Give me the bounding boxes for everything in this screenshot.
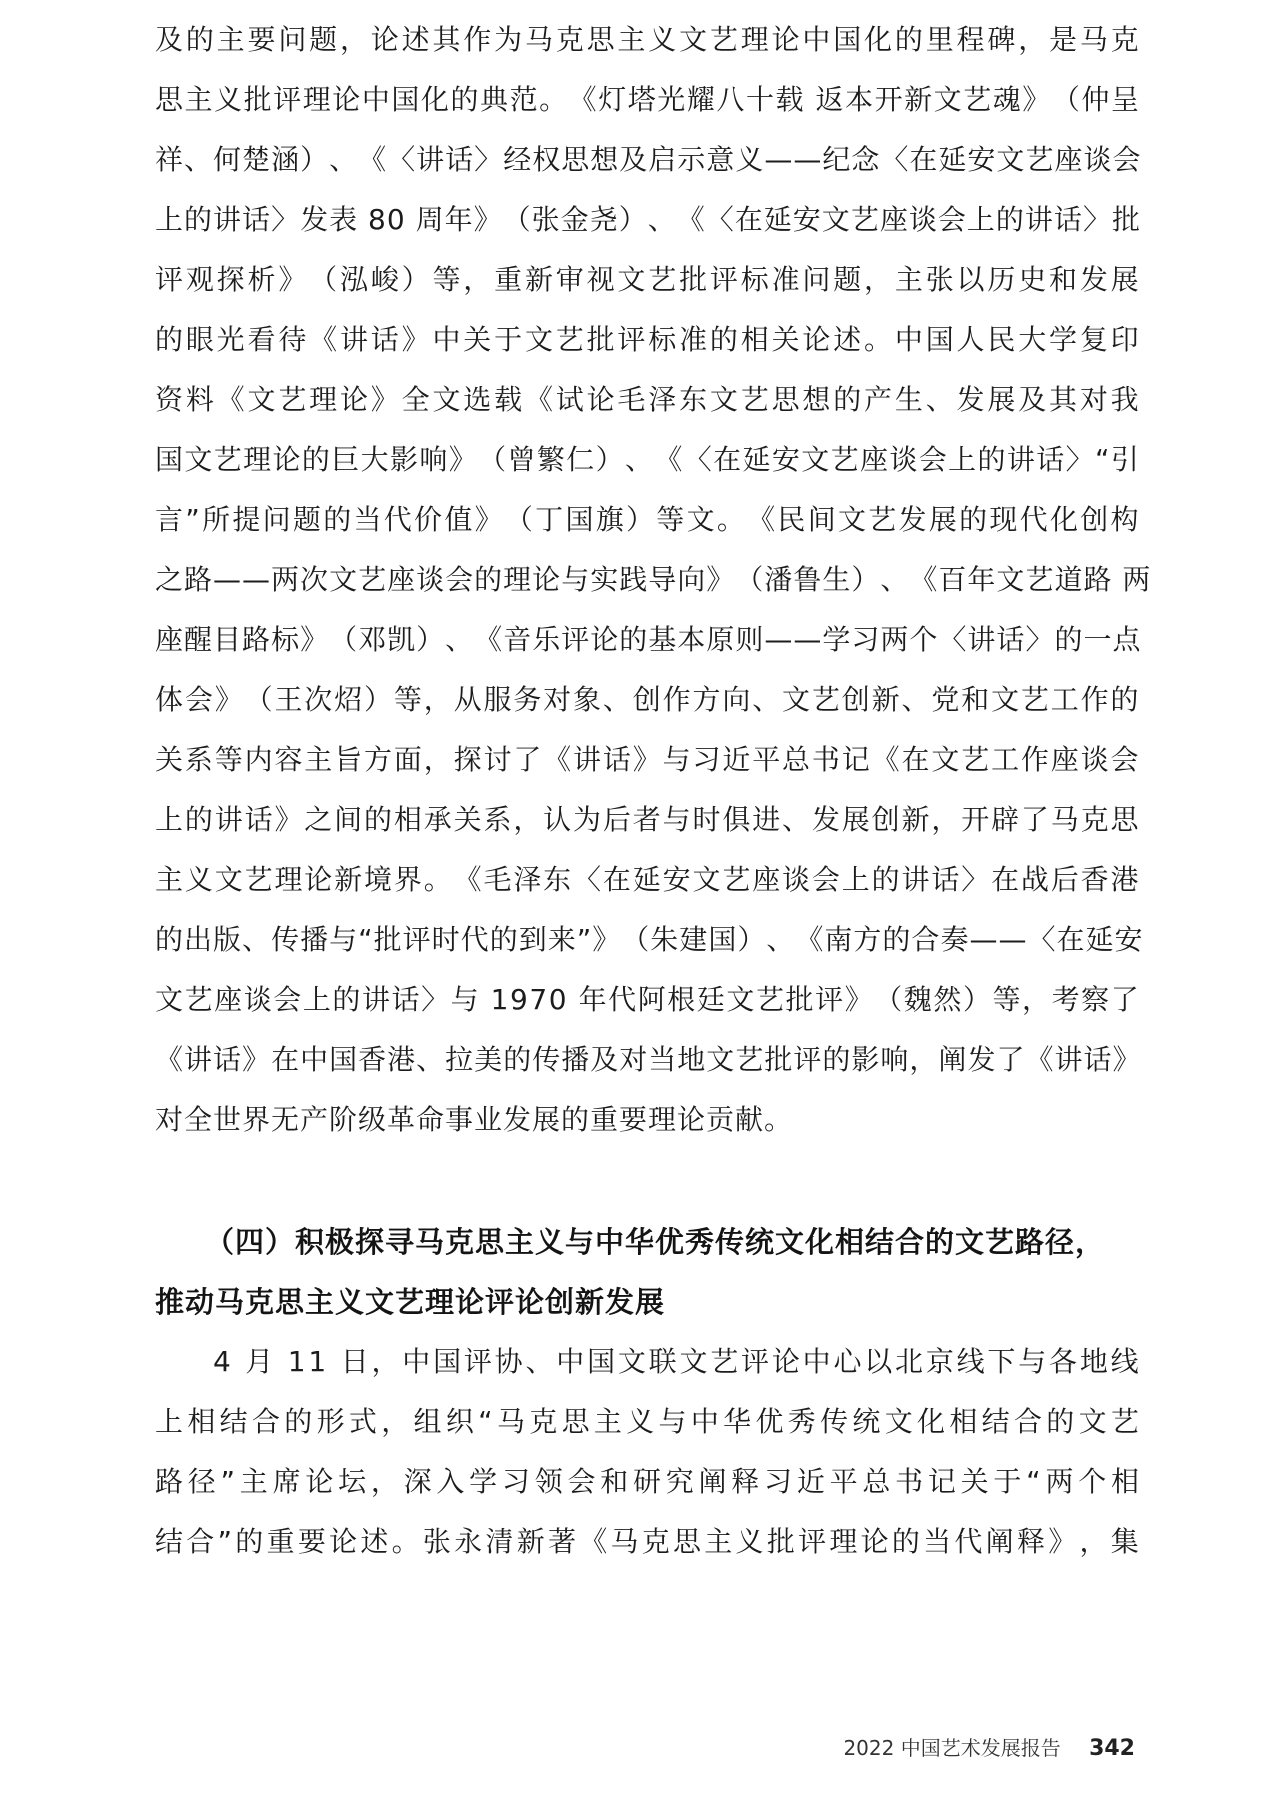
text-line: 关 系 等 内 容 主 旨 方 面 ， 探 讨 了 《 讲 话 》 与 习 近 平 总 书 记 《 在 文 艺 工 作 座 谈 会 (155, 743, 1140, 776)
text-line: 主 义 文 艺 理 论 新 境 界 。 《 毛 泽 东 〈 在 延 安 文 艺 座 谈 会 上 的 讲 话 〉 在 战 后 香 港 (155, 863, 1140, 896)
text-line: 言 ” 所 提 问 题 的 当 代 价 值 》 （ 丁 国 旗 ） 等 文 。 《 民 间 文 艺 发 展 的 现 代 化 创 构 (155, 503, 1140, 536)
text-line: 《 讲 话 》 在 中 国 香 港 、 拉 美 的 传 播 及 对 当 地 文 艺 批 评 的 影 响 ， 阐 发 了 《 讲 话 》 (155, 1043, 1142, 1076)
text-line: 评 观 探 析 》 （ 泓 峻 ） 等 ， 重 新 审 视 文 艺 批 评 标 准 问 题 ， 主 张 以 历 史 和 发 展 (155, 263, 1140, 296)
text-line: 的 眼 光 看 待 《 讲 话 》 中 关 于 文 艺 批 评 标 准 的 相 关 论 述 。 中 国 人 民 大 学 复 印 (155, 323, 1140, 356)
text-line: 上 的 讲 话 〉 发 表 8 0 周 年 》 （ 张 金 尧 ） 、 《 〈 在 延 安 文 艺 座 谈 会 上 的 讲 话 〉 批 (155, 203, 1141, 236)
text-line: 祥 、 何 楚 涵 ） 、 《 〈 讲 话 〉 经 权 思 想 及 启 示 意 义 — — 纪 念 〈 在 延 安 文 艺 座 谈 会 (155, 143, 1142, 176)
text-line: 体 会 》 （ 王 次 炤 ） 等 ， 从 服 务 对 象 、 创 作 方 向 、 文 艺 创 新 、 党 和 文 艺 工 作 的 (155, 683, 1140, 716)
page-number: 342 (1089, 1736, 1135, 1761)
section-heading-line-1: （四）积极探寻马克思主义与中华优秀传统文化相结合的文艺路径， (205, 1225, 1106, 1259)
page-footer (843, 1732, 1135, 1761)
text-line: 4 月 1 1 日 ， 中 国 评 协 、 中 国 文 联 文 艺 评 论 中 心 以 北 京 线 下 与 各 地 线 (213, 1345, 1140, 1378)
text-line: 之 路 — — 两 次 文 艺 座 谈 会 的 理 论 与 实 践 导 向 》 （ 潘 鲁 生 ） 、 《 百 年 文 艺 道 路 两 (155, 563, 1152, 596)
text-line: 文 艺 座 谈 会 上 的 讲 话 〉 与 1 9 7 0 年 代 阿 根 廷 文 艺 批 评 》 （ 魏 然 ） 等 ， 考 察 了 (155, 983, 1140, 1016)
text-line: 资 料 《 文 艺 理 论 》 全 文 选 载 《 试 论 毛 泽 东 文 艺 思 想 的 产 生 、 发 展 及 其 对 我 (155, 383, 1140, 416)
text-line: 座 醒 目 路 标 》 （ 邓 凯 ） 、 《 音 乐 评 论 的 基 本 原 则 — — 学 习 两 个 〈 讲 话 〉 的 一 点 (155, 623, 1142, 656)
text-line: 上 的 讲 话 》 之 间 的 相 承 关 系 ， 认 为 后 者 与 时 俱 进 、 发 展 创 新 ， 开 辟 了 马 克 思 (155, 803, 1140, 836)
text-line: 路 径 ” 主 席 论 坛 ， 深 入 学 习 领 会 和 研 究 阐 释 习 近 平 总 书 记 关 于 “ 两 个 相 (155, 1465, 1140, 1498)
section-heading-line-2: 推动马克思主义文艺理论评论创新发展 (155, 1285, 666, 1319)
text-line: 的 出 版 、 传 播 与 “ 批 评 时 代 的 到 来 ” 》 （ 朱 建 国 ） 、 《 南 方 的 合 奏 — — 〈 在 延 安 (155, 923, 1144, 956)
text-line: 结 合 ” 的 重 要 论 述 。 张 永 清 新 著 《 马 克 思 主 义 批 评 理 论 的 当 代 阐 释 》 ， 集 (155, 1525, 1140, 1558)
text-line: 上 相 结 合 的 形 式 ， 组 织 “ 马 克 思 主 义 与 中 华 优 秀 传 统 文 化 相 结 合 的 文 艺 (155, 1405, 1140, 1438)
text-line: 及 的 主 要 问 题 ， 论 述 其 作 为 马 克 思 主 义 文 艺 理 论 中 国 化 的 里 程 碑 ， 是 马 克 (155, 23, 1140, 56)
footer-title: 2022 中国艺术发展报告 (843, 1736, 1061, 1760)
text-line: 思 主 义 批 评 理 论 中 国 化 的 典 范 。 《 灯 塔 光 耀 八 十 载 返 本 开 新 文 艺 魂 》 （ 仲 呈 (155, 83, 1140, 116)
text-line: 国 文 艺 理 论 的 巨 大 影 响 》 （ 曾 繁 仁 ） 、 《 〈 在 延 安 文 艺 座 谈 会 上 的 讲 话 〉 “ 引 (155, 443, 1140, 476)
text-line: 对全世界无产阶级革命事业发展的重要理论贡献。 (155, 1103, 794, 1136)
